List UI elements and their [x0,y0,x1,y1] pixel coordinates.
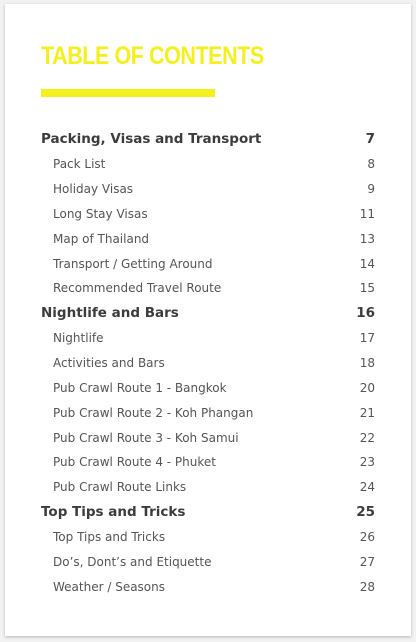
toc-entry-row[interactable] [41,251,375,276]
toc-page-number: 18 [359,356,375,371]
toc-page-number: 14 [359,256,375,271]
toc-entry-row[interactable] [41,450,375,475]
toc-entry-row[interactable] [41,326,375,351]
page-title: TABLE OF CONTENTS [41,42,264,70]
toc-entry-row[interactable] [41,202,375,227]
toc-page-number: 13 [359,231,375,246]
toc-entry-row[interactable] [41,276,375,301]
toc-page-number: 24 [359,480,375,495]
document-page [5,4,411,636]
toc-page-number: 23 [359,455,375,470]
toc-entry-row[interactable] [41,475,375,500]
toc-section-row[interactable] [41,127,375,152]
toc-entry-row[interactable] [41,425,375,450]
toc-page-number: 22 [359,430,375,445]
table-of-contents [41,127,375,599]
toc-page-number: 9 [367,182,375,197]
toc-entry-row[interactable] [41,177,375,202]
toc-label: Do’s, Dont’s and Etiquette [53,554,212,569]
toc-page-number: 7 [365,131,375,148]
toc-page-number: 11 [359,206,375,221]
toc-entry-row[interactable] [41,574,375,599]
toc-page-number: 21 [359,405,375,420]
toc-entry-row[interactable] [41,351,375,376]
toc-label: Transport / Getting Around [53,256,213,271]
toc-page-number: 28 [359,579,375,594]
toc-label: Activities and Bars [53,356,165,371]
toc-label: Map of Thailand [53,231,150,246]
toc-label: Pack List [53,157,106,172]
toc-page-number: 16 [356,305,375,322]
toc-entry-row[interactable] [41,525,375,550]
toc-label: Pub Crawl Route 2 - Koh Phangan [53,405,254,420]
toc-entry-row[interactable] [41,152,375,177]
toc-entry-row[interactable] [41,400,375,425]
toc-label: Holiday Visas [53,182,134,197]
toc-entry-row[interactable] [41,549,375,574]
toc-entry-row[interactable] [41,375,375,400]
toc-page-number: 8 [367,157,375,172]
toc-page-number: 26 [359,529,375,544]
toc-label: Long Stay Visas [53,206,148,221]
toc-page-number: 20 [359,380,375,395]
toc-label: Packing, Visas and Transport [41,131,262,148]
toc-page-number: 15 [359,281,375,296]
toc-entry-row[interactable] [41,226,375,251]
toc-label: Top Tips and Tricks [41,504,186,521]
toc-label: Pub Crawl Route 3 - Koh Samui [53,430,239,445]
title-underline-bar [41,89,215,97]
toc-label: Recommended Travel Route [53,281,222,296]
toc-label: Pub Crawl Route 1 - Bangkok [53,380,227,395]
toc-page-number: 27 [359,554,375,569]
toc-page-number: 17 [359,331,375,346]
toc-label: Top Tips and Tricks [53,529,166,544]
toc-label: Weather / Seasons [53,579,166,594]
toc-label: Pub Crawl Route Links [53,480,187,495]
toc-section-row[interactable] [41,500,375,525]
toc-section-row[interactable] [41,301,375,326]
toc-page-number: 25 [356,504,375,521]
toc-label: Nightlife and Bars [41,305,179,322]
toc-label: Pub Crawl Route 4 - Phuket [53,455,216,470]
toc-label: Nightlife [53,331,104,346]
